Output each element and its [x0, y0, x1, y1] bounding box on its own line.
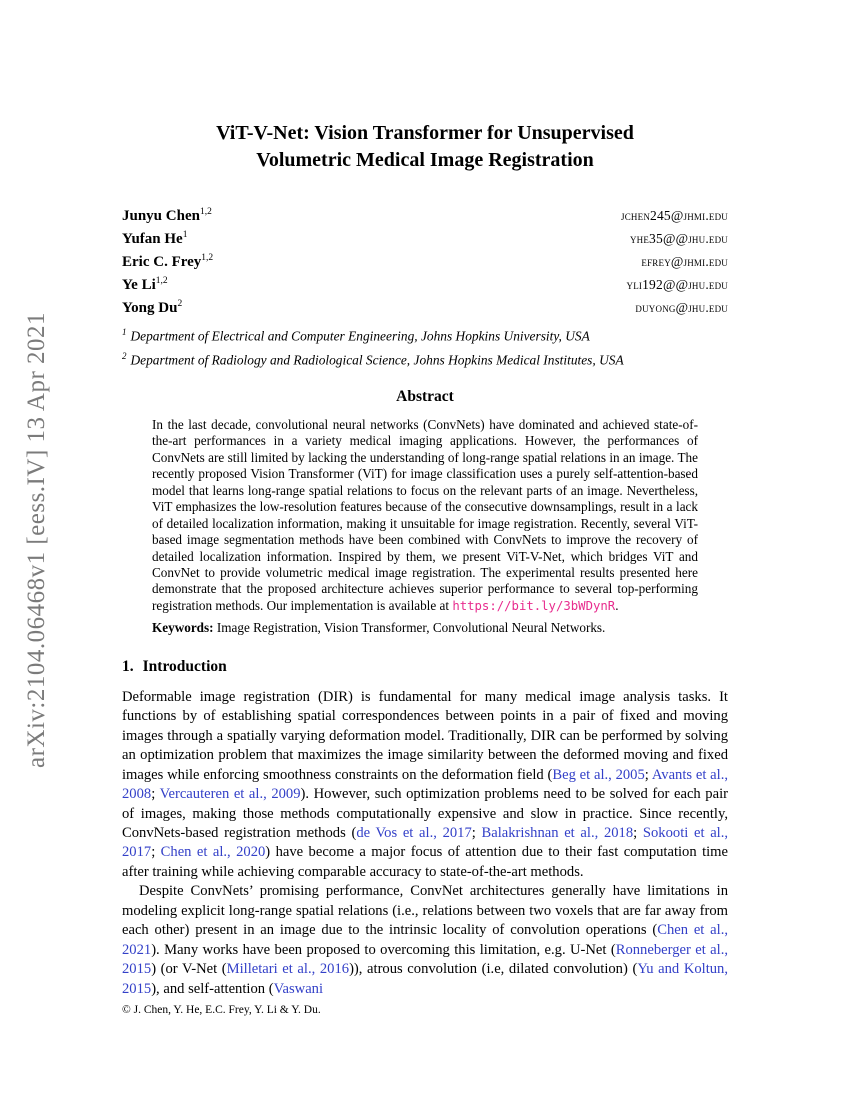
author-affiliation-marker: 1: [182, 230, 188, 240]
affiliation-marker: 2: [122, 351, 127, 362]
citation-link[interactable]: Beg et al., 2005: [552, 766, 645, 783]
text-run: )), atrous convolution (i.e, dilated convolution) (: [349, 961, 638, 978]
citation-link[interactable]: Ronneberger et al., 2015: [122, 941, 728, 978]
affiliation-marker: 1: [122, 327, 127, 337]
author-affiliation-marker: 1,2: [201, 253, 214, 263]
text-run: .: [615, 597, 619, 613]
author-email[interactable]: duyong@jhu.edu: [635, 300, 728, 315]
url-link[interactable]: https://bit.ly/3bWDynR: [452, 598, 616, 613]
citation-link[interactable]: Sokooti et al., 2017: [122, 825, 729, 861]
text-run: In the last decade, convolutional neural networks (ConvNets) have dominated and achieved state-of-the-art performances in a variety medical imaging applications. However, the performances of ConvNets are still limited by lacking the understanding of long-range spatial relations in an image. The recently proposed Vision Transformer (ViT) for image classification uses a purely self-attention-based model that learns long-range spatial relations to focus on the relevant parts of an image. Nevertheless, ViT emphasizes the low-resolution features because of the consecutive downsamplings, result in a lack of detailed localization information, making it unsuitable for image registration. Recently, several ViT-based image segmentation methods have been combined with ConvNets to improve the recovery of detailed localization information. Inspired by them, we present ViT-V-Net, which bridges ViT and ConvNet to provide volumetric medical image registration. The experimental results presented here demonstrate that the proposed architecture achieves superior performance to several top-performing registration methods. Our implementation is available at: [152, 416, 698, 613]
text-run: Deformable image registration (DIR) is fundamental for many medical image analysis tasks. It functions by of establishing spatial correspondences between points in a pair of fixed and moving images through a spatially varying deformation model. Traditionally, DIR can be performed by solving an optimization problem that maximizes the image similarity between the deformed moving and fixed images while enforcing smoothness constraints on the deformation field (: [122, 688, 728, 783]
affiliation-line: [122, 322, 728, 346]
author-list: [122, 203, 728, 318]
author-row: [122, 295, 728, 318]
affiliation-text: Department of Radiology and Radiological Science, Johns Hopkins Medical Institutes, USA: [130, 352, 624, 368]
paragraph: [122, 688, 728, 883]
text-run: ), and self-attention (: [151, 980, 274, 997]
author-row: [122, 249, 728, 272]
author-name: Junyu Chen$^{1,2}$: [122, 207, 212, 224]
text-run: ;: [633, 825, 643, 841]
author-row: [122, 203, 728, 226]
author-email[interactable]: yhe35@@jhu.edu: [629, 231, 728, 246]
text-run: Despite ConvNets’ promising performance, ConvNet architectures generally have limitations in modeling explicit long-range spatial relations (i.e., relations between two voxels that are far away from each other) present in an image due to the intrinsic locality of convolution operations (: [122, 883, 728, 939]
citation-link[interactable]: de Vos et al., 2017: [356, 825, 472, 841]
text-run: ;: [471, 825, 482, 841]
text-run: ) (or V-Net (: [151, 961, 227, 978]
section-number: 1.: [122, 657, 134, 675]
keywords-label: Keywords:: [152, 620, 214, 636]
author-row: [122, 272, 728, 295]
paragraph: [122, 882, 728, 999]
citation-link[interactable]: Vercauteren et al., 2009: [159, 786, 301, 803]
paper-title: [122, 120, 728, 174]
text-run: ) have become a major focus of attention due to their fast computation time after training while achieving comparable accuracy to state-of-the-art methods.: [122, 844, 729, 880]
text-run: ;: [151, 844, 161, 861]
footer-copyright: © J. Chen, Y. He, E.C. Frey, Y. Li & Y. Du.: [122, 1004, 321, 1016]
citation-link[interactable]: Yu and Koltun, 2015: [122, 961, 729, 997]
citation-link[interactable]: Balakrishnan et al., 2018: [481, 825, 634, 841]
abstract-heading: Abstract: [396, 387, 454, 405]
affiliation-line: [122, 346, 728, 370]
author-name: Yufan He$^1$: [122, 230, 188, 247]
abstract-text: [152, 417, 698, 614]
author-row: [122, 226, 728, 249]
author-email[interactable]: efrey@jhmi.edu: [641, 254, 728, 269]
arxiv-watermark: arXiv:2104.06468v1 [eess.IV] 13 Apr 2021: [23, 311, 50, 769]
author-affiliation-marker: 1,2: [199, 207, 212, 217]
author-name: Yong Du$^2$: [122, 299, 183, 316]
citation-link[interactable]: Avants et al., 2008: [122, 766, 728, 803]
title-line-1: ViT-V-Net: Vision Transformer for Unsupervised: [216, 122, 634, 144]
text-run: ;: [151, 786, 160, 803]
text-run: ;: [644, 766, 652, 783]
citation-link[interactable]: Vaswani: [273, 980, 324, 997]
author-name: Ye Li$^{1,2}$: [122, 276, 168, 293]
paper-content: [122, 0, 728, 999]
affiliation-text: Department of Electrical and Computer Engineering, Johns Hopkins University, USA: [130, 328, 590, 344]
intro-paragraphs: [122, 688, 728, 999]
title-line-2: Volumetric Medical Image Registration: [256, 149, 594, 171]
author-affiliation-marker: 1,2: [155, 276, 168, 286]
section-title: Introduction: [142, 657, 227, 675]
section-heading: [122, 658, 728, 676]
text-run: ). However, such optimization problems need to be solved for each pair of images, making those methods computationally expensive and slow in practice. Since recently, ConvNets-based registration methods (: [122, 786, 728, 841]
keywords-text: Image Registration, Vision Transformer, Convolutional Neural Networks.: [213, 620, 606, 636]
author-email[interactable]: yli192@@jhu.edu: [626, 277, 728, 292]
keywords-line: [152, 620, 698, 636]
citation-link[interactable]: Milletari et al., 2016: [226, 961, 350, 978]
text-run: ). Many works have been proposed to overcoming this limitation, e.g. U-Net (: [151, 941, 616, 958]
affiliation-list: [122, 322, 728, 371]
citation-link[interactable]: Chen et al., 2021: [122, 922, 729, 958]
author-affiliation-marker: 2: [177, 299, 183, 309]
author-name: Eric C. Frey$^{1,2}$: [122, 253, 214, 270]
citation-link[interactable]: Chen et al., 2020: [160, 844, 266, 861]
author-email[interactable]: jchen245@jhmi.edu: [621, 208, 728, 223]
